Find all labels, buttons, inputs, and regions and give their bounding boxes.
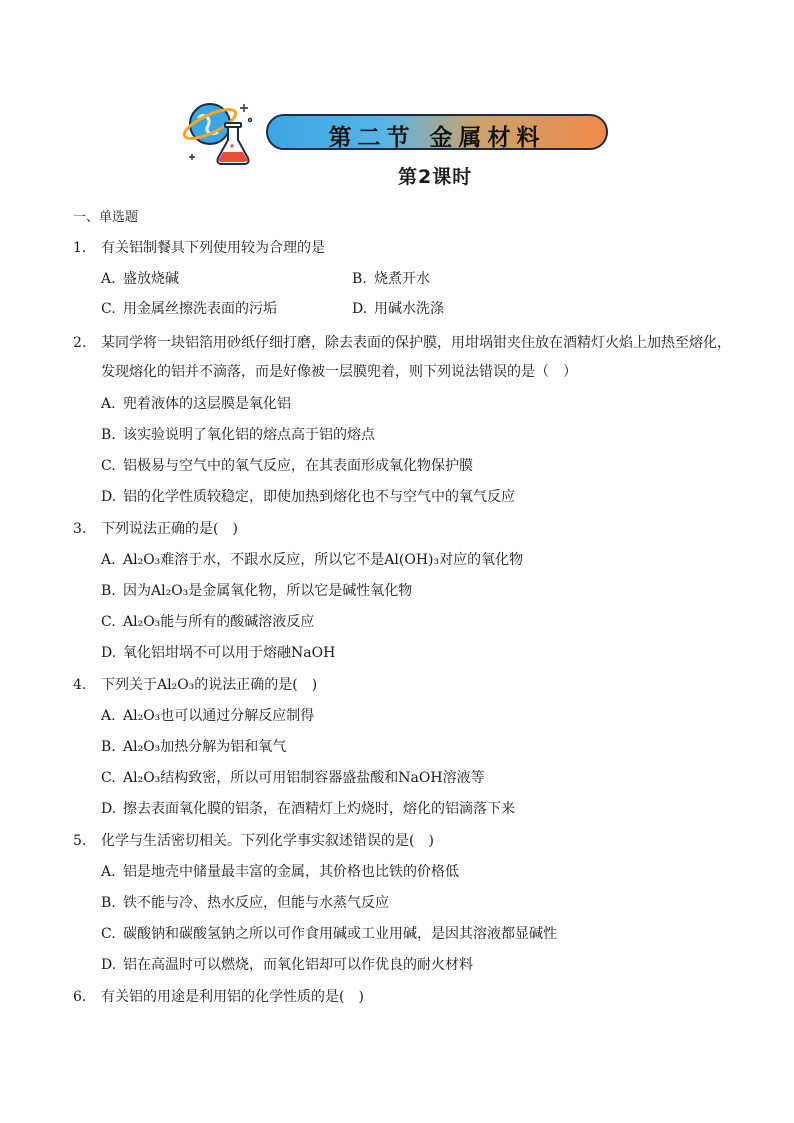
option-b[interactable] [101, 580, 412, 602]
question-text: 化学与生活密切相关。下列化学事实叙述错误的是( ) [101, 833, 434, 849]
section-heading: 一、单选题 [73, 210, 139, 225]
question-number: 6. [73, 989, 87, 1005]
option-label: A. [101, 552, 116, 568]
option-a[interactable] [101, 549, 523, 571]
option-text: Al₂O₃加热分解为铝和氧气 [123, 739, 287, 755]
option-d[interactable] [101, 642, 335, 664]
option-text: 铁不能与冷、热水反应，但能与水蒸气反应 [123, 895, 389, 911]
option-c[interactable] [101, 298, 277, 320]
page-header [0, 0, 794, 200]
question-number: 3. [73, 521, 87, 537]
option-text: 盛放烧碱 [123, 271, 179, 287]
option-c[interactable] [101, 923, 557, 945]
option-d[interactable] [352, 298, 444, 320]
option-text: Al₂O₃也可以通过分解反应制得 [123, 708, 315, 724]
option-c[interactable] [101, 611, 314, 633]
question-text-line-1: 某同学将一块铝箔用砂纸仔细打磨，除去表面的保护膜，用坩埚钳夹住放在酒精灯火焰上加热至熔化， [101, 335, 731, 351]
option-text: 兜着液体的这层膜是氧化铝 [123, 396, 291, 412]
option-text: 因为Al₂O₃是金属氧化物，所以它是碱性氧化物 [123, 583, 413, 599]
option-label: C. [101, 770, 116, 786]
option-text: 铝是地壳中储量最丰富的金属，其价格也比铁的价格低 [123, 864, 459, 880]
planet-flask-icon [182, 96, 258, 168]
option-label: D. [101, 645, 117, 661]
option-b[interactable] [352, 268, 430, 290]
option-label: A. [101, 271, 116, 287]
option-label: C. [101, 614, 116, 630]
option-b[interactable] [101, 736, 286, 758]
question-text: 下列说法正确的是( ) [101, 521, 238, 537]
question-text: 有关铝制餐具下列使用较为合理的是 [101, 240, 325, 256]
option-a[interactable] [101, 268, 179, 290]
option-label: C. [101, 926, 116, 942]
option-label: B. [101, 427, 116, 443]
option-label: B. [101, 739, 116, 755]
lesson-subtitle: 第2课时 [398, 166, 473, 188]
option-text: 氧化铝坩埚不可以用于熔融NaOH [123, 645, 336, 661]
option-label: D. [101, 957, 117, 973]
option-text: 用碱水洗涤 [374, 301, 444, 317]
option-label: D. [101, 801, 117, 817]
option-label: C. [101, 301, 116, 317]
option-c[interactable] [101, 455, 473, 477]
option-text: 铝的化学性质较稳定，即使加热到熔化也不与空气中的氧气反应 [123, 489, 515, 505]
option-label: A. [101, 864, 116, 880]
option-text: Al₂O₃难溶于水，不跟水反应，所以它不是Al(OH)₃对应的氧化物 [123, 552, 524, 568]
question-text: 下列关于Al₂O₃的说法正确的是( ) [101, 677, 318, 693]
option-label: B. [352, 271, 367, 287]
option-label: A. [101, 708, 116, 724]
option-a[interactable] [101, 393, 291, 415]
option-label: B. [101, 895, 116, 911]
question-number: 5. [73, 833, 87, 849]
option-text: 碳酸钠和碳酸氢钠之所以可作食用碱或工业用碱，是因其溶液都显碱性 [123, 926, 557, 942]
option-text: Al₂O₃能与所有的酸碱溶液反应 [123, 614, 315, 630]
option-text: Al₂O₃结构致密，所以可用铝制容器盛盐酸和NaOH溶液等 [123, 770, 485, 786]
question-text-line-2: 发现熔化的铝并不滴落，而是好像被一层膜兜着，则下列说法错误的是（ ） [101, 364, 577, 380]
option-text: 擦去表面氧化膜的铝条，在酒精灯上灼烧时，熔化的铝滴落下来 [123, 801, 515, 817]
option-label: A. [101, 396, 116, 412]
option-label: D. [101, 489, 117, 505]
question-number: 2. [73, 335, 87, 351]
option-text: 铝在高温时可以燃烧，而氧化铝却可以作优良的耐火材料 [123, 957, 473, 973]
question-text: 有关铝的用途是利用铝的化学性质的是( ) [101, 989, 364, 1005]
option-b[interactable] [101, 424, 375, 446]
option-a[interactable] [101, 705, 314, 727]
option-d[interactable] [101, 486, 515, 508]
option-a[interactable] [101, 861, 459, 883]
title-banner [266, 114, 608, 150]
option-b[interactable] [101, 892, 389, 914]
option-text: 铝极易与空气中的氧气反应，在其表面形成氧化物保护膜 [123, 458, 473, 474]
question-2 [73, 332, 743, 380]
option-label: C. [101, 458, 116, 474]
option-text: 烧煮开水 [374, 271, 430, 287]
option-text: 该实验说明了氧化铝的熔点高于铝的熔点 [123, 427, 375, 443]
option-c[interactable] [101, 767, 485, 789]
option-d[interactable] [101, 954, 473, 976]
option-label: D. [352, 301, 368, 317]
option-text: 用金属丝擦洗表面的污垢 [123, 301, 277, 317]
question-number: 4. [73, 677, 87, 693]
page-title: 第二节 金属材料 [328, 124, 546, 150]
option-label: B. [101, 583, 116, 599]
question-number: 1. [73, 240, 87, 256]
option-d[interactable] [101, 798, 515, 820]
